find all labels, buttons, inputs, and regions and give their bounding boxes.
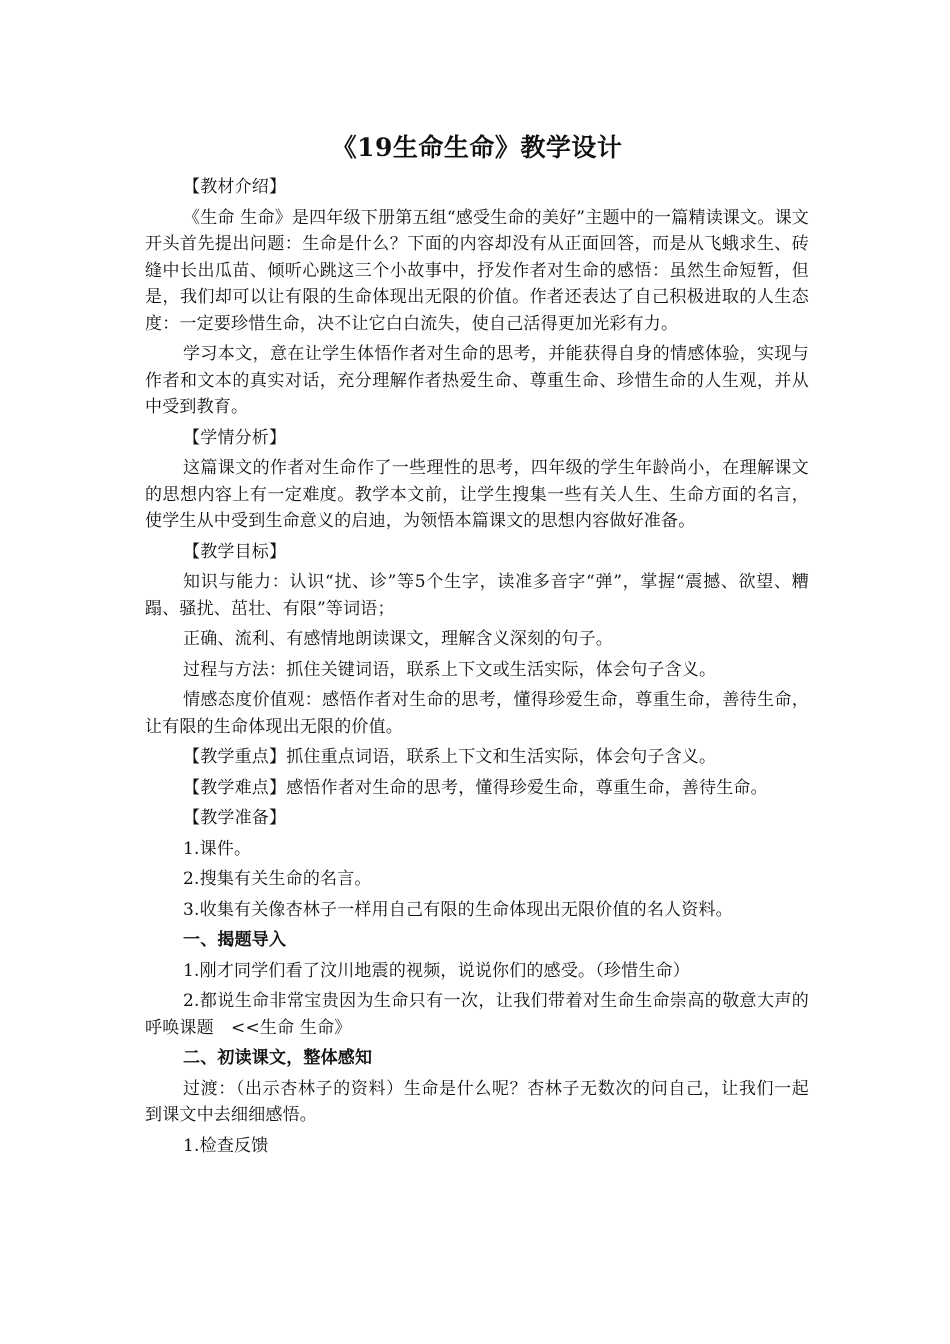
document-title: 《19生命生命》教学设计	[331, 133, 623, 162]
paragraph-goal-knowledge: 知识与能力：认识“扰、诊”等5个生字，读准多音字“弹”，掌握“震撼、欲望、糟蹋、骚扰、茁壮、有限”等词语；	[145, 572, 809, 619]
paragraph-teaching-difficulty: 【教学难点】感悟作者对生命的思考，懂得珍爱生命，尊重生命，善待生命。	[183, 777, 768, 798]
list-item-preparation-3: 3.收集有关像杏林子一样用自己有限的生命体现出无限价值的名人资料。	[183, 899, 733, 920]
section-heading-student-analysis: 【学情分析】	[183, 427, 287, 448]
paragraph-learning-purpose: 学习本文，意在让学生体悟作者对生命的思考，并能获得自身的情感体验，实现与作者和文本的真实对话，充分理解作者热爱生命、尊重生命、珍惜生命的人生观，并从中受到教育。	[145, 344, 809, 417]
list-item-introduction-2: 2.都说生命非常宝贵因为生命只有一次，让我们带着对生命生命崇高的敬意大声的呼唤课题 <<生命 生命》	[145, 991, 809, 1038]
list-item-check-feedback: 1.检查反馈	[183, 1135, 269, 1156]
paragraph-student-analysis: 这篇课文的作者对生命作了一些理性的思考，四年级的学生年龄尚小，在理解课文的思想内容上有一定难度。教学本文前，让学生搜集一些有关人生、生命方面的名言，使学生从中受到生命意义的启迪，为领悟本篇课文的思想内容做好准备。	[145, 458, 809, 531]
section-heading-textbook-intro: 【教材介绍】	[183, 177, 287, 197]
document-page	[145, 128, 809, 1163]
section-heading-first-reading: 二、初读课文，整体感知	[183, 1048, 373, 1068]
list-item-preparation-2: 2.搜集有关生命的名言。	[183, 869, 372, 889]
list-item-preparation-1: 1.课件。	[183, 838, 252, 859]
list-item-introduction-1: 1.刚才同学们看了汶川地震的视频，说说你们的感受。（珍惜生命）	[183, 960, 690, 981]
paragraph-teaching-key-point: 【教学重点】抓住重点词语，联系上下文和生活实际，体会句子含义。	[183, 747, 717, 767]
paragraph-goal-process: 过程与方法：抓住关键词语，联系上下文或生活实际，体会句子含义。	[183, 659, 717, 680]
section-heading-introduction: 一、揭题导入	[183, 930, 287, 950]
section-heading-teaching-goals: 【教学目标】	[183, 541, 287, 562]
section-heading-preparation: 【教学准备】	[183, 808, 287, 828]
paragraph-transition: 过渡：（出示杏林子的资料）生命是什么呢？杏林子无数次的问自己，让我们一起到课文中去细细感悟。	[145, 1078, 809, 1125]
paragraph-goal-emotion: 情感态度价值观：感悟作者对生命的思考，懂得珍爱生命，尊重生命，善待生命，让有限的生命体现出无限的价值。	[145, 690, 809, 737]
paragraph-goal-reading: 正确、流利、有感情地朗读课文，理解含义深刻的句子。	[183, 629, 613, 649]
paragraph-textbook-intro: 《生命 生命》是四年级下册第五组“感受生命的美好”主题中的一篇精读课文。课文开头首先提出问题：生命是什么？下面的内容却没有从正面回答，而是从飞蛾求生、砖缝中长出瓜苗、倾听心跳这三个小故事中，抒发作者对生命的感悟：虽然生命短暂，但是，我们却可以让有限的生命体现出无限的价值。作者还表达了自己积极进取的人生态度：一定要珍惜生命，决不让它白白流失，使自己活得更加光彩有力。	[145, 207, 809, 334]
